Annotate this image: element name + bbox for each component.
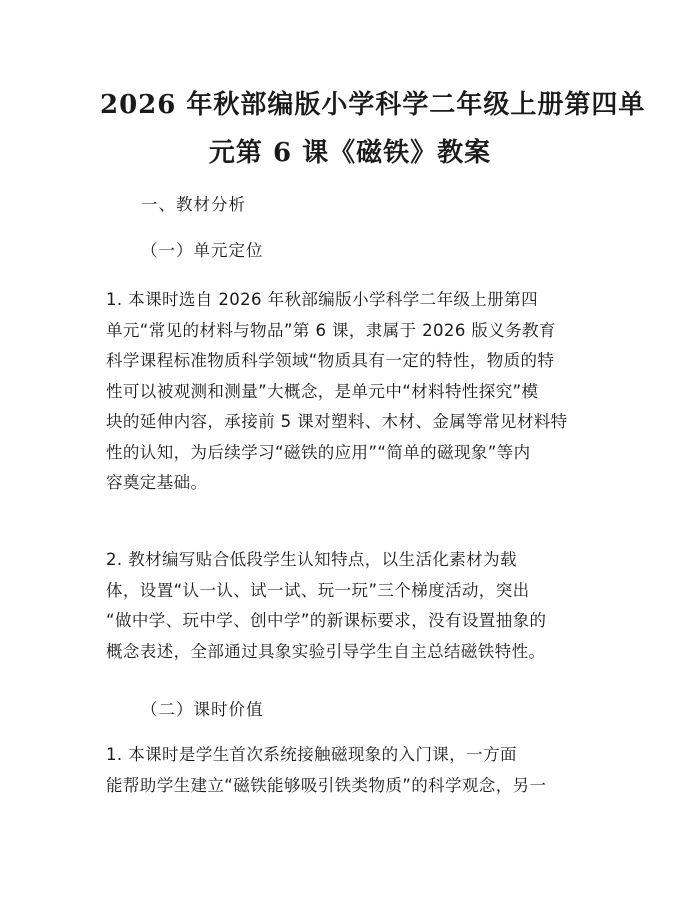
paragraph-line: 性可以被观测和测量”大概念，是单元中“材料特性探究”模 (106, 381, 539, 401)
paragraph-line: 2. 教材编写贴合低段学生认知特点，以生活化素材为载 (106, 550, 517, 569)
paragraph-unit-positioning-2 (106, 545, 606, 667)
paragraph-lesson-value-1 (106, 740, 606, 801)
paragraph-line: 1. 本课时是学生首次系统接触磁现象的入门课，一方面 (106, 745, 517, 764)
paragraph-line: 能帮助学生建立“磁铁能够吸引铁类物质”的科学观念，另一 (106, 775, 547, 795)
paragraph-line: 1. 本课时选自 2026 年秋部编版小学科学二年级上册第四 (106, 290, 538, 309)
section-heading-textbook-analysis: 一、教材分析 (141, 195, 246, 214)
document-title-line-1: 2026 年秋部编版小学科学二年级上册第四单 (100, 90, 646, 120)
subsection-heading-unit-positioning: （一）单元定位 (141, 241, 264, 260)
paragraph-line: “做中学、玩中学、创中学”的新课标要求，没有设置抽象的 (106, 611, 547, 630)
paragraph-line: 科学课程标准物质科学领域“物质具有一定的特性，物质的特 (106, 351, 555, 370)
paragraph-line: 性的认知，为后续学习“磁铁的应用”“简单的磁现象”等内 (106, 442, 531, 462)
paragraph-unit-positioning-1 (106, 285, 606, 499)
subsection-heading-lesson-value: （二）课时价值 (141, 700, 264, 719)
paragraph-line: 概念表述，全部通过具象实验引导学生自主总结磁铁特性。 (106, 641, 546, 661)
paragraph-line: 块的延伸内容，承接前 5 课对塑料、木材、金属等常见材料特 (106, 412, 568, 431)
paragraph-line: 单元“常见的材料与物品”第 6 课，隶属于 2026 版义务教育 (106, 320, 556, 340)
document-title-line-2: 元第 6 课《磁铁》教案 (208, 138, 492, 168)
paragraph-line: 体，设置“认一认、试一试、玩一玩”三个梯度活动，突出 (106, 580, 530, 600)
paragraph-line: 容奠定基础。 (106, 473, 208, 492)
